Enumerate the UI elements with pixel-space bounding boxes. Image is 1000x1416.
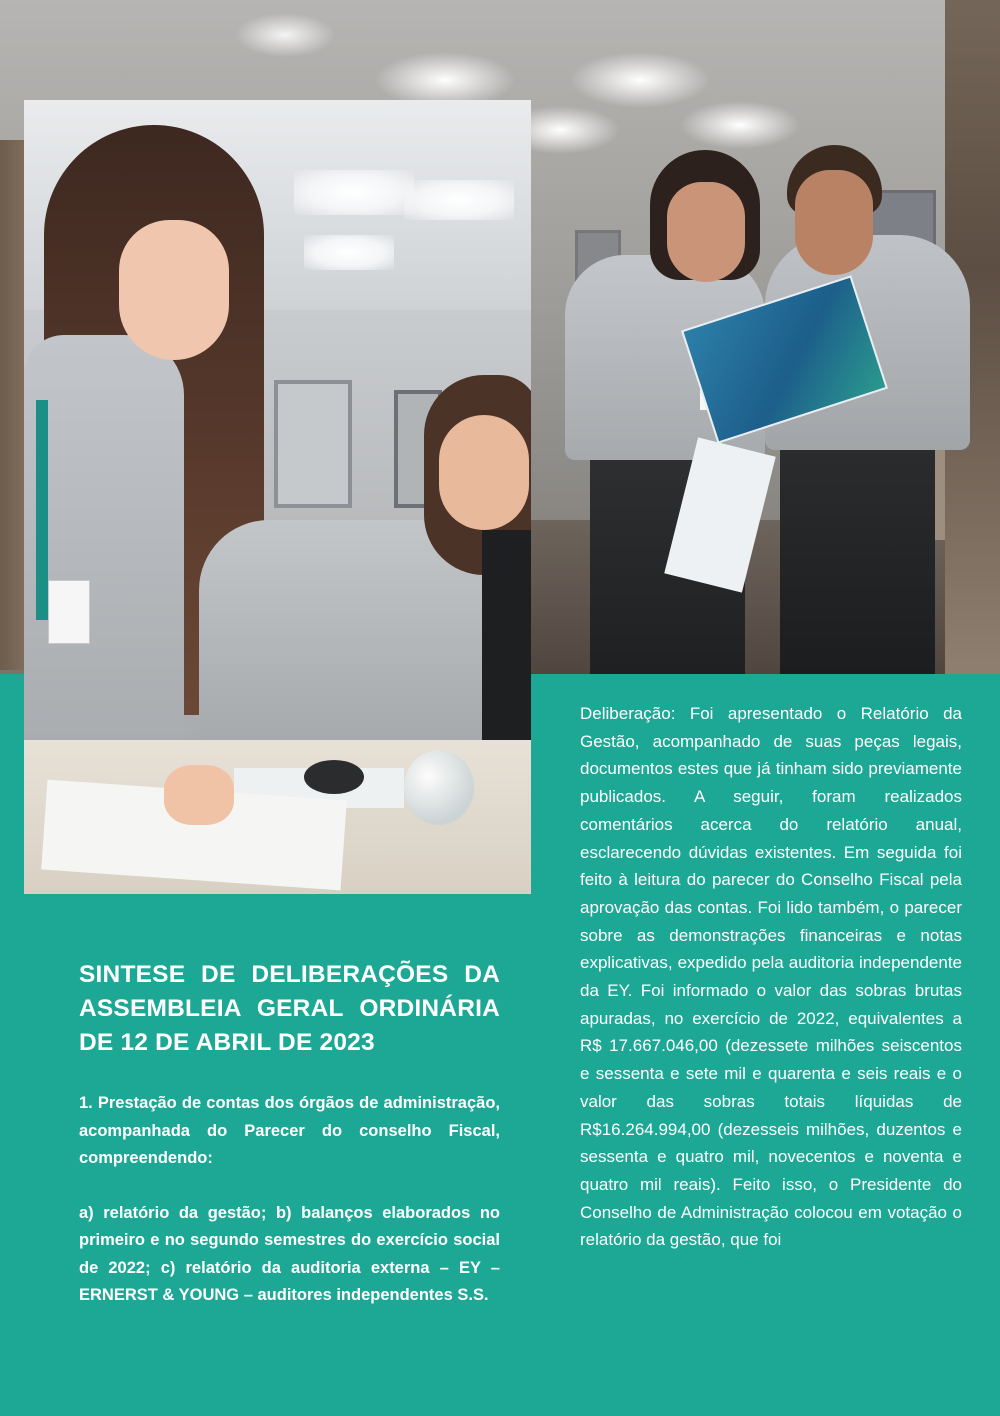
hand xyxy=(164,765,234,825)
ceiling-light xyxy=(404,180,514,220)
photo-employees-reading-report xyxy=(555,140,975,674)
ceiling-light xyxy=(294,170,414,215)
lanyard xyxy=(36,400,48,620)
agenda-item-block xyxy=(79,1090,500,1337)
photo-employees-at-desk xyxy=(24,100,531,894)
id-badge xyxy=(48,580,90,644)
woman-standing-shirt xyxy=(24,335,184,755)
woman-right-pants xyxy=(780,430,935,674)
heading-line: DE 12 DE ABRIL DE 2023 xyxy=(79,1029,375,1056)
woman-seated-face xyxy=(439,415,529,530)
agenda-item-1: 1. Prestação de contas dos órgãos de administração, acompanhada do Parecer do conselho Fiscal, compreendendo: xyxy=(79,1094,500,1167)
computer-monitor xyxy=(482,530,531,760)
woman-right-face xyxy=(795,170,873,275)
deliberation-text: Deliberação: Foi apresentado o Relatório da Gestão, acompanhado de suas peças legais, documentos estes que já tinham sido previamente publicados. A seguir, foram realizados comentários acerca do relatório anual, esclarecendo dúvidas existentes. Em seguida foi feito à leitura do parecer do Conselho Fiscal pela aprovação das contas. Foi lido também, o parecer sobre as demonstrações financeiras e notas explicativas, expedido pela auditoria independente da EY. Foi informado o valor das sobras brutas apuradas, no exercício de 2022, equivalentes a R$ 17.667.046,00 (dezessete milhões seiscentos e sessenta e sete mil e quarenta e seis reais e o valor das sobras totais líquidas de R$16.264.994,00 (dezesseis milhões, duzentos e sessenta e quatro mil, novecentos e noventa e quatro mil reais). Feito isso, o Presidente do Conselho de Administração colocou em votação o relatório da gestão, que foi xyxy=(580,704,962,1250)
woman-standing-face xyxy=(119,220,229,360)
heading-line: ASSEMBLEIA GERAL ORDINÁRIA xyxy=(79,995,500,1022)
agenda-item-1-details: a) relatório da gestão; b) balanços elaborados no primeiro e no segundo semestres do exercício social de 2022; c) relatório da auditoria externa – EY – ERNERST & YOUNG – auditores independentes S.S. xyxy=(79,1203,500,1304)
sanitizer-bottle xyxy=(404,750,474,825)
deliberation-block xyxy=(580,700,962,1254)
photo-window xyxy=(274,380,352,508)
section-heading xyxy=(79,958,500,1060)
woman-left-face xyxy=(667,182,745,282)
heading-line: SINTESE DE DELIBERAÇÕES DA xyxy=(79,961,500,988)
computer-mouse xyxy=(304,760,364,794)
ceiling-light xyxy=(304,235,394,270)
